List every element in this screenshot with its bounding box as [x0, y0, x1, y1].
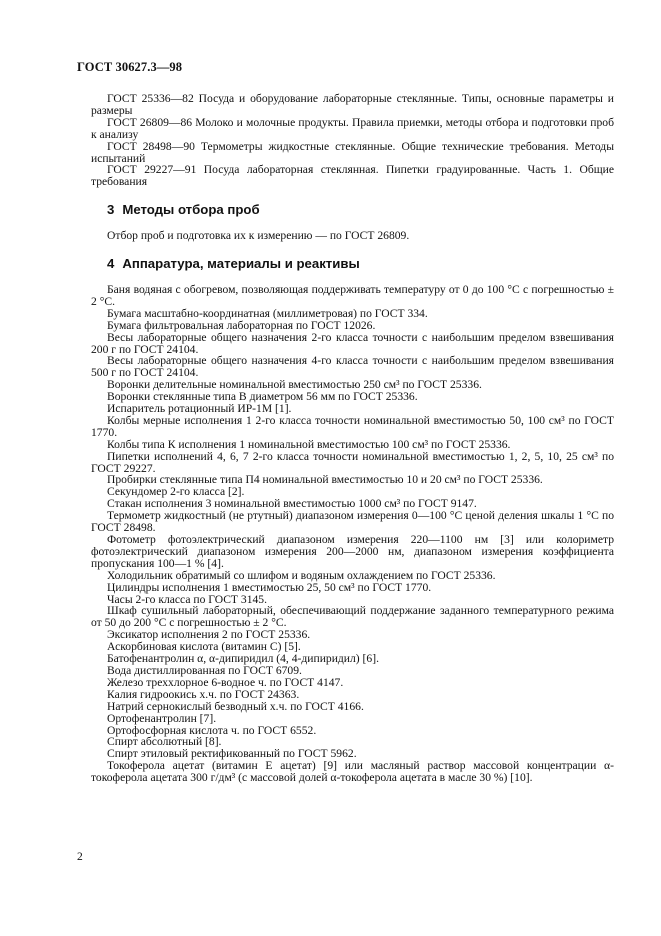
section-3-text: Отбор проб и подготовка их к измерению — по ГОСТ 26809. — [107, 229, 410, 243]
page-number: 2 — [77, 851, 83, 863]
section-title: Методы отбора проб — [122, 202, 260, 218]
list-item: Ортофенантролин [7]. — [107, 711, 217, 725]
list-item: Весы лабораторные общего назначения 2-го класса точности с наибольшим пределом взвешивания 200 г по ГОСТ 24104. — [91, 330, 614, 356]
reference-item: ГОСТ 28498—90 Термометры жидкостные стеклянные. Общие технические требования. Методы испытаний — [91, 139, 614, 165]
list-item: Цилиндры исполнения 1 вместимостью 25, 50 см³ по ГОСТ 1770. — [107, 580, 432, 594]
list-item: Натрий сернокислый безводный х.ч. по ГОСТ 4166. — [107, 699, 364, 713]
list-item: Холодильник обратимый со шлифом и водяным охлаждением по ГОСТ 25336. — [107, 568, 496, 582]
list-item: Ортофосфорная кислота ч. по ГОСТ 6552. — [107, 723, 317, 737]
list-item: Калия гидроокись х.ч. по ГОСТ 24363. — [107, 687, 300, 701]
reference-item: ГОСТ 29227—91 Посуда лабораторная стеклянная. Пипетки градуированные. Часть 1. Общие требования — [91, 163, 614, 189]
section-4-heading — [107, 258, 614, 270]
list-item: Стакан исполнения 3 номинальной вместимостью 1000 см³ по ГОСТ 9147. — [107, 497, 477, 511]
list-item: Вода дистиллированная по ГОСТ 6709. — [107, 663, 302, 677]
reference-item: ГОСТ 25336—82 Посуда и оборудование лабораторные стеклянные. Типы, основные параметры и размеры — [91, 92, 614, 117]
list-item: Баня водяная с обогревом, позволяющая поддерживать температуру от 0 до 100 °С с погрешностью ± 2 °С. — [91, 282, 614, 308]
list-item: Термометр жидкостный (не ртутный) диапазоном измерения 0—100 °С ценой деления шкалы 1 °С по ГОСТ 28498. — [91, 509, 614, 535]
list-item: Колбы мерные исполнения 1 2-го класса точности номинальной вместимостью 50, 100 см³ по ГОСТ 1770. — [91, 413, 614, 439]
section-number: 4 — [107, 256, 115, 272]
list-item: Воронки стеклянные типа В диаметром 56 мм по ГОСТ 25336. — [107, 390, 418, 404]
section-3-heading — [107, 204, 614, 216]
section-title: Аппаратура, материалы и реактивы — [122, 256, 360, 272]
document-header: ГОСТ 30627.3—98 — [77, 60, 183, 74]
list-item: Весы лабораторные общего назначения 4-го класса точности с наибольшим пределом взвешивания 500 г по ГОСТ 24104. — [91, 354, 614, 380]
list-item: Воронки делительные номинальной вместимостью 250 см³ по ГОСТ 25336. — [107, 378, 482, 392]
list-item: Бумага фильтровальная лабораторная по ГОСТ 12026. — [107, 318, 376, 332]
reference-item: ГОСТ 26809—86 Молоко и молочные продукты. Правила приемки, методы отбора и подготовки проб к анализу — [91, 115, 614, 141]
list-item: Фотометр фотоэлектрический диапазоном измерения 220—1100 нм [3] или колориметр фотоэлектрический диапазоном измерения 200—2000 нм, диапазоном измерения коэффициента пропускания 100—1 % [4]. — [91, 533, 614, 570]
list-item: Секундомер 2-го класса [2]. — [107, 485, 245, 499]
document-body — [91, 93, 614, 784]
list-item: Аскорбиновая кислота (витамин С) [5]. — [107, 640, 301, 654]
list-item: Шкаф сушильный лабораторный, обеспечивающий поддержание заданного температурного режима от 50 до 200 °С с погрешностью ± 2 °С. — [91, 604, 614, 630]
list-item: Часы 2-го класса по ГОСТ 3145. — [107, 592, 268, 606]
equipment-list — [91, 284, 614, 784]
list-item: Испаритель ротационный ИР-1М [1]. — [107, 402, 292, 416]
section-number: 3 — [107, 202, 115, 218]
list-item: Эксикатор исполнения 2 по ГОСТ 25336. — [107, 628, 311, 642]
list-item: Спирт этиловый ректификованный по ГОСТ 5962. — [107, 747, 357, 761]
list-item: Батофенантролин α, α-дипиридил (4, 4-дипиридил) [6]. — [107, 652, 379, 666]
list-item: Спирт абсолютный [8]. — [107, 735, 222, 749]
list-item: Железо треххлорное 6-водное ч. по ГОСТ 4147. — [107, 675, 344, 689]
list-item: Токоферола ацетат (витамин Е ацетат) [9] или масляный раствор массовой концентрации α-токоферола ацетата 300 г/дм³ (с массовой долей α-токоферола ацетата в масле 30 %) [10]. — [91, 759, 614, 785]
references-list — [91, 93, 614, 188]
list-item: Пробирки стеклянные типа П4 номинальной вместимостью 10 и 20 см³ по ГОСТ 25336. — [107, 473, 543, 487]
list-item: Пипетки исполнений 4, 6, 7 2-го класса точности номинальной вместимостью 1, 2, 5, 10, 25 см³ по ГОСТ 29227. — [91, 449, 614, 475]
list-item: Бумага масштабно-координатная (миллиметровая) по ГОСТ 334. — [107, 306, 428, 320]
list-item: Колбы типа К исполнения 1 номинальной вместимостью 100 см³ по ГОСТ 25336. — [107, 437, 511, 451]
